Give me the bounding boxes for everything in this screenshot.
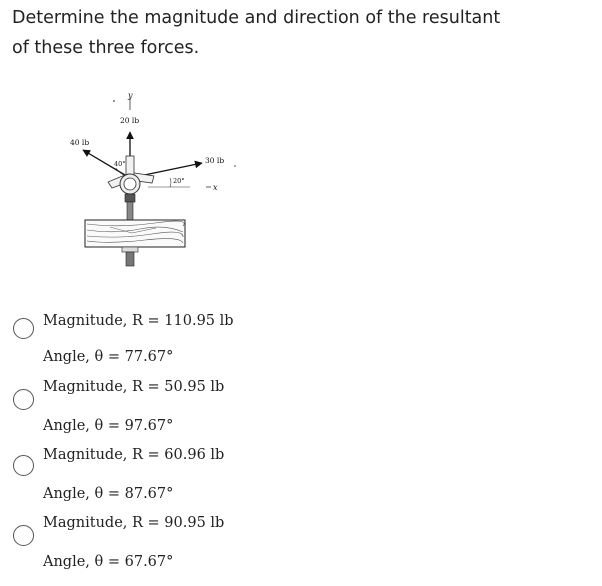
- force-diagram: [60, 90, 250, 275]
- option-radio-1[interactable]: [13, 318, 34, 339]
- force-label-40lb: 40 lb: [70, 138, 90, 147]
- question-line-1: Determine the magnitude and direction of the resultant: [12, 8, 501, 28]
- option-1-angle: Angle, θ = 77.67°: [43, 349, 174, 365]
- option-radio-3[interactable]: [13, 455, 34, 476]
- option-2-angle: Angle, θ = 97.67°: [43, 418, 174, 434]
- wood-beam: [85, 220, 185, 266]
- angle-label-40: 40°: [114, 160, 126, 168]
- option-radio-4[interactable]: [13, 525, 34, 546]
- y-axis-label: y: [128, 91, 133, 100]
- angle-arc-20: [170, 178, 171, 187]
- option-4-angle: Angle, θ = 67.67°: [43, 554, 174, 570]
- axis-dot: [113, 100, 115, 102]
- option-3-magnitude: Magnitude, R = 60.96 lb: [43, 447, 225, 463]
- axis-dot: [234, 165, 236, 167]
- x-axis-label: x: [213, 183, 218, 192]
- angle-label-20: 20°: [173, 177, 185, 185]
- question-line-2: of these three forces.: [12, 38, 200, 58]
- option-3-angle: Angle, θ = 87.67°: [43, 486, 174, 502]
- force-label-20lb: 20 lb: [120, 116, 140, 125]
- option-2-magnitude: Magnitude, R = 50.95 lb: [43, 379, 225, 395]
- option-1-magnitude: Magnitude, R = 110.95 lb: [43, 313, 234, 329]
- force-label-30lb: 30 lb: [205, 156, 225, 165]
- question-text: [12, 3, 592, 63]
- option-4-magnitude: Magnitude, R = 90.95 lb: [43, 515, 225, 531]
- option-radio-2[interactable]: [13, 389, 34, 410]
